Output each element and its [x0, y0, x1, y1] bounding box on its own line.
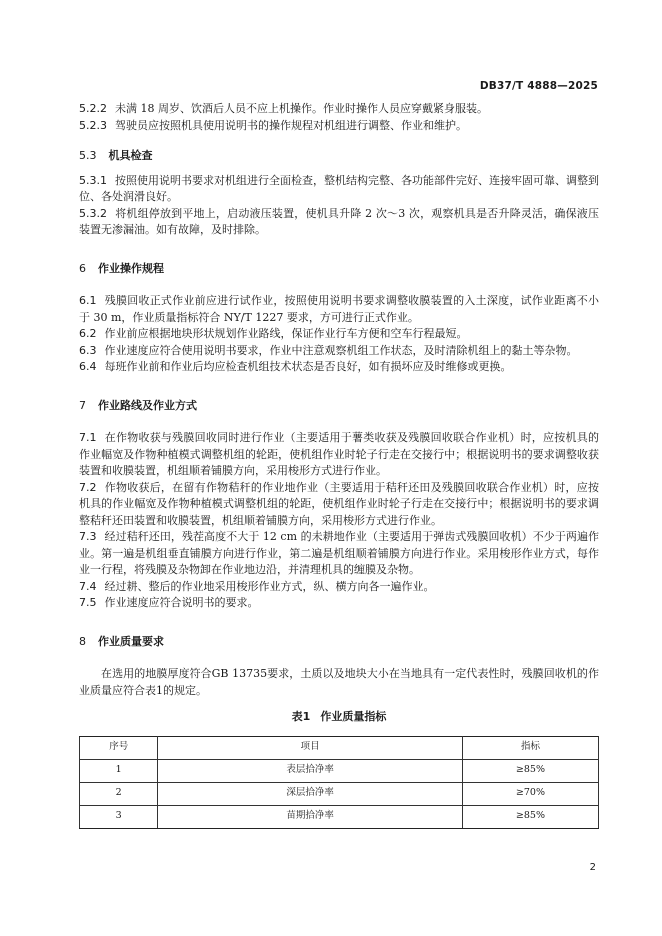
header-item: 项目	[158, 736, 462, 759]
clause-text: 经过耕、整后的作业地采用梭形作业方式，纵、横方向各一遍作业。	[104, 579, 435, 593]
clause-text: 驾驶员应按照机具使用说明书的操作规程对机组进行调整、作业和维护。	[115, 118, 467, 132]
clause-text: 将机组停放到平地上，启动液压装置，使机具升降 2 次～3 次，观察机具是否升降灵活，确保液压装置无渗漏油。如有故障，及时排除。	[79, 206, 599, 236]
cell-item: 表层拾净率	[158, 759, 462, 782]
table-row	[80, 782, 599, 805]
heading-number: 8	[79, 634, 86, 648]
clause-6-4	[79, 359, 599, 376]
clause-text: 作业速度应符合使用说明书要求，作业中注意观察机组工作状态，及时清除机组上的黏土等杂物。	[104, 343, 578, 357]
clause-number: 7.5	[79, 596, 97, 609]
heading-title: 机具检查	[108, 149, 153, 162]
header-indicator: 指标	[462, 736, 598, 759]
cell-indicator: ≥70%	[462, 782, 598, 805]
heading-number: 6	[79, 261, 86, 275]
clause-number: 7.2	[79, 480, 97, 494]
table-header-row	[80, 736, 599, 759]
document-code: DB37/T 4888—2025	[479, 80, 598, 92]
clause-5-2-3	[79, 118, 599, 135]
clause-number: 7.1	[79, 431, 97, 444]
clause-text: 经过秸秆还田，残茬高度不大于 12 cm 的未耕地作业（主要适用于弹齿式残膜回收机）不少于两遍作业。第一遍是机组垂直铺膜方向进行作业，第二遍是机组顺着铺膜方向进行作业。采用梭形作业方式，每作业一行程，将残膜及杂物卸在作业地边沿，并清理机具的缠膜及杂物。	[79, 530, 599, 576]
clause-7-3	[79, 529, 599, 579]
heading-title: 作业路线及作业方式	[98, 398, 197, 412]
page-number: 2	[589, 862, 596, 873]
clause-6-3	[79, 343, 599, 360]
heading-title: 作业操作规程	[98, 261, 164, 275]
clause-6-1	[79, 293, 599, 326]
header-seq: 序号	[80, 736, 158, 759]
clause-text: 作业速度应符合说明书的要求。	[104, 596, 259, 609]
clause-7-2	[79, 480, 599, 530]
cell-indicator: ≥85%	[462, 759, 598, 782]
cell-seq: 1	[80, 759, 158, 782]
clause-7-5	[79, 595, 599, 612]
clause-number: 6.1	[79, 294, 97, 307]
cell-item: 深层拾净率	[158, 782, 462, 805]
clause-number: 7.3	[79, 530, 97, 543]
clause-text: 作业前应根据地块形状规划作业路线，保证作业行车方便和空车行程最短。	[104, 327, 468, 340]
clause-text: 作物收获后，在留有作物秸秆的作业地作业（主要适用于秸秆还田及残膜回收联合作业机）时，应按机具的作业幅宽及作物种植模式调整机组的轮距，使机组作业时轮子行走在交接行中；根据说明书的要求调整秸秆还田装置和收膜装置，机组顺着铺膜方向，采用梭形方式进行作业。	[79, 480, 599, 527]
subsection-heading-5-3	[79, 148, 599, 165]
clause-number: 5.3.2	[79, 206, 107, 220]
section-8-intro: 在选用的地膜厚度符合GB 13735要求，土质以及地块大小在当地具有一定代表性时，残膜回收机的作业质量应符合表1的规定。	[79, 667, 599, 697]
heading-number: 5.3	[79, 149, 97, 162]
section-heading-7	[79, 398, 599, 415]
cell-seq: 3	[80, 805, 158, 828]
clause-text: 未满 18 周岁、饮酒后人员不应上机操作。作业时操作人员应穿戴紧身服装。	[115, 102, 488, 115]
cell-item: 苗期拾净率	[158, 805, 462, 828]
clause-6-2	[79, 326, 599, 343]
clause-5-2-2	[79, 101, 599, 118]
clause-text: 每班作业前和作业后均应检查机组技术状态是否良好，如有损坏应及时维修或更换。	[104, 360, 512, 373]
clause-number: 7.4	[79, 579, 97, 593]
clause-number: 6.3	[79, 343, 97, 357]
quality-indicator-table	[79, 736, 599, 829]
page-body	[79, 101, 599, 829]
section-heading-6	[79, 261, 599, 278]
table-title: 作业质量指标	[320, 710, 387, 723]
clause-number: 6.2	[79, 327, 97, 340]
clause-5-3-1	[79, 173, 599, 206]
clause-text: 按照使用说明书要求对机组进行全面检查，整机结构完整、各功能部件完好、连接牢固可靠、调整到位、各处润滑良好。	[79, 173, 599, 203]
clause-number: 6.4	[79, 360, 97, 373]
table-row	[80, 759, 599, 782]
table-row	[80, 805, 599, 828]
clause-text: 在作物收获与残膜回收同时进行作业（主要适用于薯类收获及残膜回收联合作业机）时，应按机具的作业幅宽及作物种植模式调整机组的轮距，使机组作业时轮子行走在交接行中；根据说明书的要求调整收获装置和收膜装置，机组顺着铺膜方向，采用梭形方式进行作业。	[79, 431, 599, 477]
clause-5-3-2	[79, 206, 599, 239]
section-heading-8	[79, 634, 599, 651]
cell-seq: 2	[80, 782, 158, 805]
clause-7-1	[79, 430, 599, 480]
heading-title: 作业质量要求	[98, 634, 164, 648]
clause-7-4	[79, 579, 599, 596]
clause-number: 5.2.3	[79, 118, 107, 132]
clause-text: 残膜回收正式作业前应进行试作业，按照使用说明书要求调整收膜装置的入土深度，试作业距离不小于 30 m，作业质量指标符合 NY/T 1227 要求，方可进行正式作业。	[79, 294, 599, 324]
clause-number: 5.2.2	[79, 102, 107, 115]
table-caption	[79, 709, 599, 726]
heading-number: 7	[79, 398, 86, 412]
clause-number: 5.3.1	[79, 173, 107, 187]
table-number: 表1	[291, 710, 311, 723]
cell-indicator: ≥85%	[462, 805, 598, 828]
